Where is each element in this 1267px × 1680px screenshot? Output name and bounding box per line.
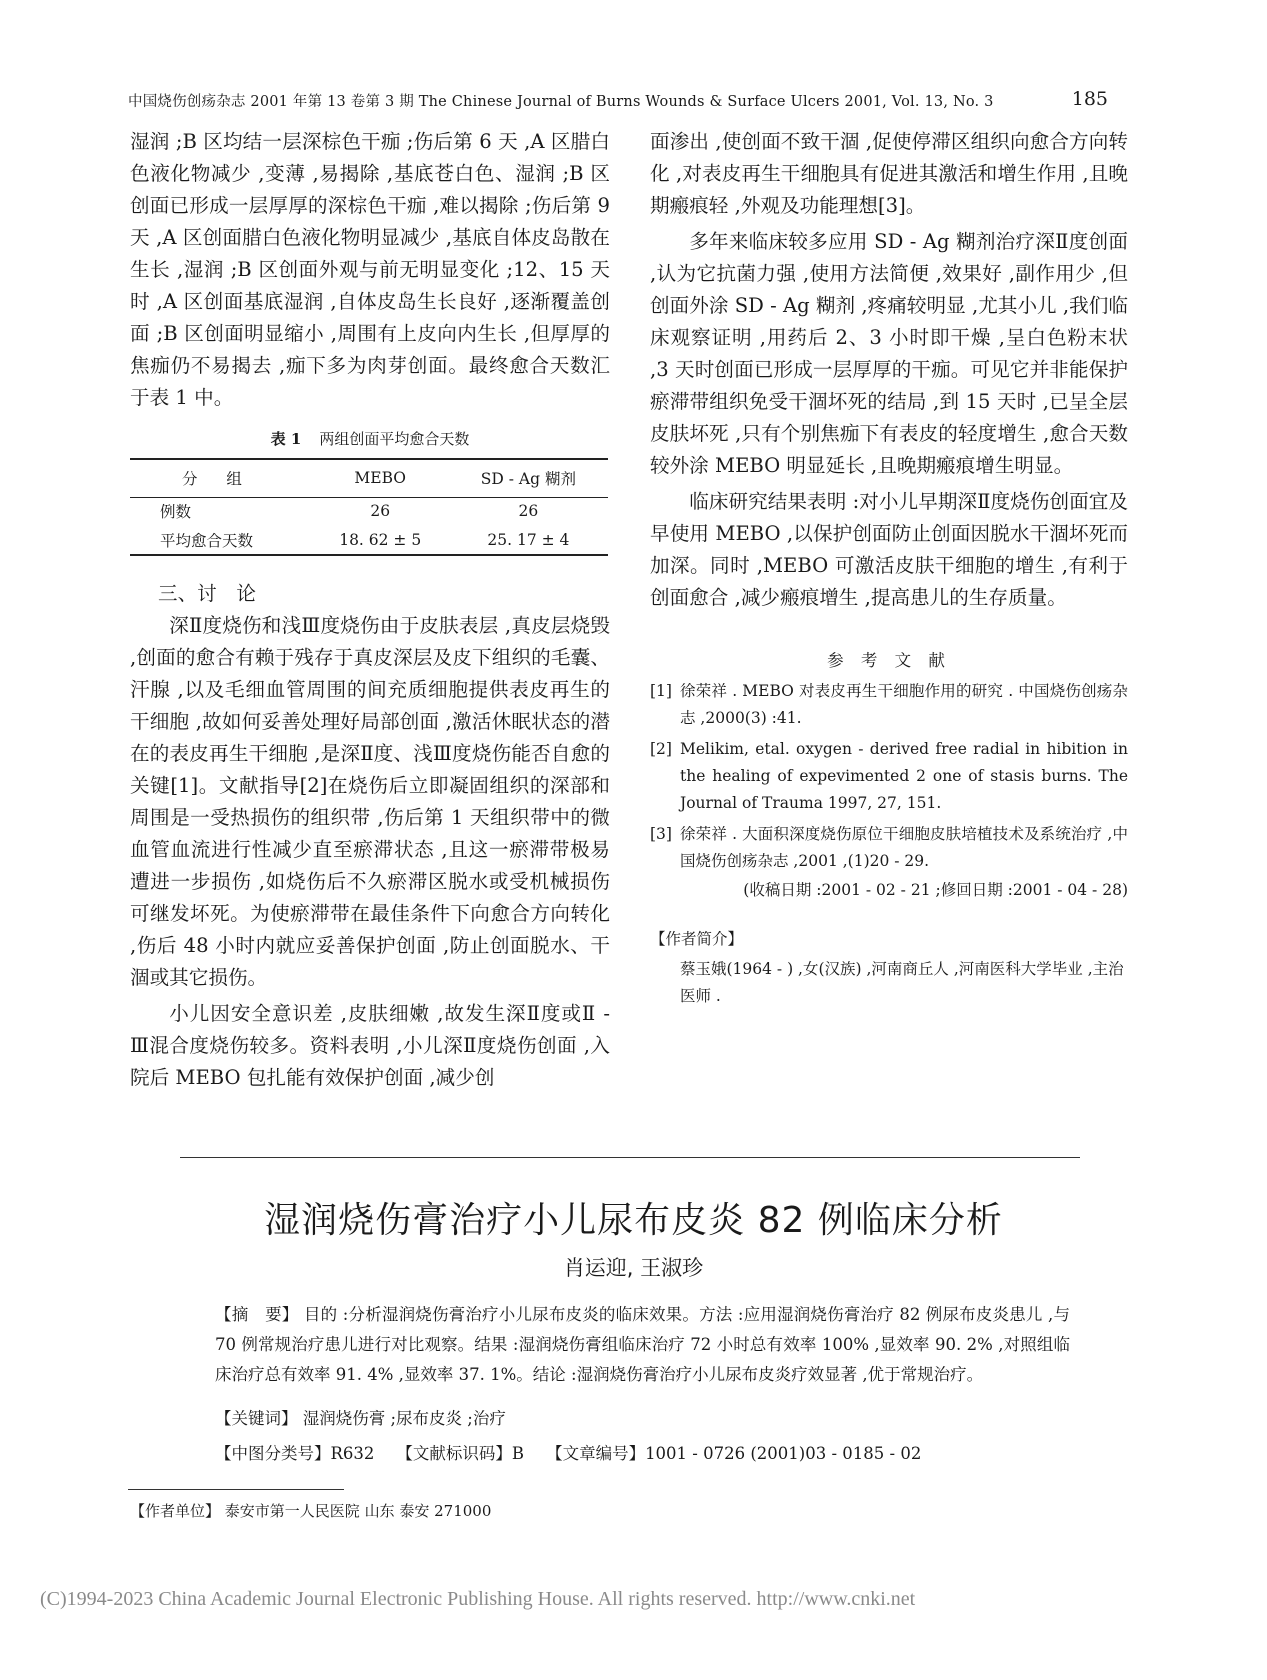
- clc-label: 【中图分类号】: [215, 1444, 331, 1463]
- healing-days-table: [130, 458, 608, 556]
- table-cell: 例数: [160, 503, 192, 522]
- table-header-group: 分 组: [130, 459, 312, 497]
- classification-line: [215, 1440, 1075, 1468]
- left-paragraph-1: 湿润 ;B 区均结一层深棕色干痂 ;伤后第 6 天 ,A 区腊白色液化物减少 ,变薄 ,易揭除 ,基底苍白色、湿润 ;B 区创面已形成一层厚厚的深棕色干痂 ,难以揭除 ;伤后第 9 天 ,A 区创面腊白色液化物明显减少 ,基底自体皮岛散在生长 ,湿润 ;B 区创面外观与前无明显变化 ;12、15 天时 ,A 区创面基底湿润 ,自体皮岛生长良好 ,逐渐覆盖创面 ;B 区创面明显缩小 ,周围有上皮向内生长 ,但厚厚的焦痂仍不易揭去 ,痂下多为肉芽创面。最终愈合天数汇于表 1 中。: [130, 130, 610, 409]
- article-title: 湿润烧伤膏治疗小儿尿布皮炎 82 例临床分析: [264, 1200, 1003, 1241]
- reference-item: [650, 678, 1128, 732]
- article-authors: 肖运迎, 王淑珍: [563, 1256, 704, 1280]
- table-header-mebo: MEBO: [312, 459, 449, 497]
- page-number: 185: [1071, 88, 1108, 110]
- article-no-label: 【文章编号】: [546, 1444, 646, 1463]
- right-paragraph-2: 多年来临床较多应用 SD - Ag 糊剂治疗深Ⅱ度创面 ,认为它抗菌力强 ,使用方法简便 ,效果好 ,副作用少 ,但创面外涂 SD - Ag 糊剂 ,疼痛较明显 ,尤其小儿 ,我们临床观察证明 ,用药后 2、3 小时即干燥 ,呈白色粉末状 ,3 天时创面已形成一层厚厚的干痂。可见它并非能保护瘀滞带组织免受干涸坏死的结局 ,到 15 天时 ,已呈全层皮肤坏死 ,只有个别焦痂下有表皮的轻度增生 ,愈合天数较外涂 MEBO 明显延长 ,且晚期瘢痕增生明显。: [650, 230, 1128, 477]
- table-caption: [130, 428, 610, 450]
- reference-item: [650, 821, 1128, 875]
- article-no-value: 1001 - 0726 (2001)03 - 0185 - 02: [645, 1444, 922, 1463]
- right-paragraph-1: 面渗出 ,使创面不致干涸 ,促使停滞区组织向愈合方向转化 ,对表皮再生干细胞具有促进其激活和增生作用 ,且晚期瘢痕轻 ,外观及功能理想[3]。: [650, 130, 1128, 217]
- doc-code-label: 【文献标识码】: [396, 1444, 512, 1463]
- abstract-label: 【摘 要】: [215, 1305, 299, 1324]
- left-paragraph-2: 深Ⅱ度烧伤和浅Ⅲ度烧伤由于皮肤表层 ,真皮层烧毁 ,创面的愈合有赖于残存于真皮深层及皮下组织的毛囊、汗腺 ,以及毛细血管周围的间充质细胞提供表皮再生的干细胞 ,故如何妥善处理好局部创面 ,激活休眠状态的潜在的表皮再生干细胞 ,是深Ⅱ度、浅Ⅲ度烧伤能否自愈的关键[1]。文献指导[2]在烧伤后立即凝固组织的深部和周围是一受热损伤的组织带 ,伤后第 1 天组织带中的微血管血流进行性减少直至瘀滞状态 ,且这一瘀滞带极易遭进一步损伤 ,如烧伤后不久瘀滞区脱水或受机械损伤可继发坏死。为使瘀滞带在最佳条件下向愈合方向转化 ,伤后 48 小时内就应妥善保护创面 ,防止创面脱水、干涸或其它损伤。: [130, 614, 610, 989]
- reference-text: 徐荣祥 . 大面积深度烧伤原位干细胞皮肤培植技术及系统治疗 ,中国烧伤创疡杂志 ,2001 ,(1)20 - 29.: [680, 825, 1128, 870]
- keywords-text: 湿润烧伤膏 ;尿布皮炎 ;治疗: [302, 1409, 506, 1428]
- abstract-text: 目的 :分析湿润烧伤膏治疗小儿尿布皮炎的临床效果。方法 :应用湿润烧伤膏治疗 82 例尿布皮炎患儿 ,与 70 例常规治疗患儿进行对比观察。结果 :湿润烧伤膏组临床治疗 72 小时总有效率 100% ,显效率 90. 2% ,对照组临床治疗总有效率 91. 4% ,显效率 37. 1%。结论 :湿润烧伤膏治疗小儿尿布皮炎疗效显著 ,优于常规治疗。: [215, 1305, 1070, 1384]
- table-cell: 26: [370, 502, 391, 521]
- received-dates: (收稿日期 :2001 - 02 - 21 ;修回日期 :2001 - 04 - 28): [743, 881, 1128, 899]
- author-intro-heading: 【作者简介】: [650, 930, 744, 948]
- keywords-line: [215, 1405, 1075, 1433]
- running-header: [128, 88, 1108, 112]
- reference-number: [1]: [650, 682, 672, 700]
- section-divider: [180, 1157, 1080, 1158]
- clc-value: R632: [330, 1444, 375, 1463]
- footnote-rule: [128, 1489, 344, 1490]
- affiliation-text: 泰安市第一人民医院 山东 泰安 271000: [224, 1502, 492, 1520]
- doc-code-value: B: [511, 1444, 525, 1463]
- table-cell: 平均愈合天数: [130, 525, 312, 555]
- affiliation-footnote: [130, 1500, 491, 1522]
- affiliation-label: 【作者单位】: [130, 1502, 221, 1520]
- table-cell: 26: [518, 502, 539, 521]
- references-heading: 参 考 文 献: [827, 651, 951, 670]
- table-caption-text: 两组创面平均愈合天数: [319, 430, 470, 448]
- section-heading-discussion: 三、讨 论: [158, 582, 256, 605]
- reference-number: [3]: [650, 825, 672, 843]
- reference-text: Melikim, etal. oxygen - derived free radial in hibition in the healing of expevimented 2 one of stasis burns. The Journal of Trauma 1997, 27, 151.: [680, 740, 1128, 812]
- abstract: [130, 1300, 1070, 1390]
- table-cell: 18. 62 ± 5: [312, 525, 449, 555]
- right-column: [650, 126, 1128, 1010]
- reference-text: 徐荣祥 . MEBO 对表皮再生干细胞作用的研究 . 中国烧伤创疡杂志 ,2000(3) :41.: [680, 682, 1128, 727]
- right-paragraph-3: 临床研究结果表明 :对小儿早期深Ⅱ度烧伤创面宜及早使用 MEBO ,以保护创面防止创面因脱水干涸坏死而加深。同时 ,MEBO 可激活皮肤干细胞的增生 ,有利于创面愈合 ,减少瘢痕增生 ,提高患儿的生存质量。: [650, 490, 1128, 609]
- table-cell: 25. 17 ± 4: [449, 525, 608, 555]
- reference-item: [650, 736, 1128, 817]
- table-number: 表 1: [270, 430, 302, 448]
- table-row: [130, 525, 608, 555]
- left-column: [130, 126, 610, 1094]
- table-header-row: [130, 459, 608, 497]
- copyright-watermark: (C)1994-2023 China Academic Journal Electronic Publishing House. All rights reserved. http://www.cnki.net: [40, 1588, 916, 1610]
- keywords-label: 【关键词】: [215, 1409, 298, 1428]
- reference-number: [2]: [650, 740, 672, 758]
- table-header-sdag: SD - Ag 糊剂: [449, 459, 608, 497]
- table-row: [130, 497, 608, 525]
- author-intro-text: 蔡玉娥(1964 - ) ,女(汉族) ,河南商丘人 ,河南医科大学毕业 ,主治医师 .: [680, 960, 1124, 1005]
- journal-header: 中国烧伤创疡杂志 2001 年第 13 卷第 3 期 The Chinese Journal of Burns Wounds & Surface Ulcers 2001, Vol. 13, No. 3: [128, 94, 994, 110]
- left-paragraph-3: 小儿因安全意识差 ,皮肤细嫩 ,故发生深Ⅱ度或Ⅱ - Ⅲ混合度烧伤较多。资料表明 ,小儿深Ⅱ度烧伤创面 ,入院后 MEBO 包扎能有效保护创面 ,减少创: [130, 1002, 610, 1089]
